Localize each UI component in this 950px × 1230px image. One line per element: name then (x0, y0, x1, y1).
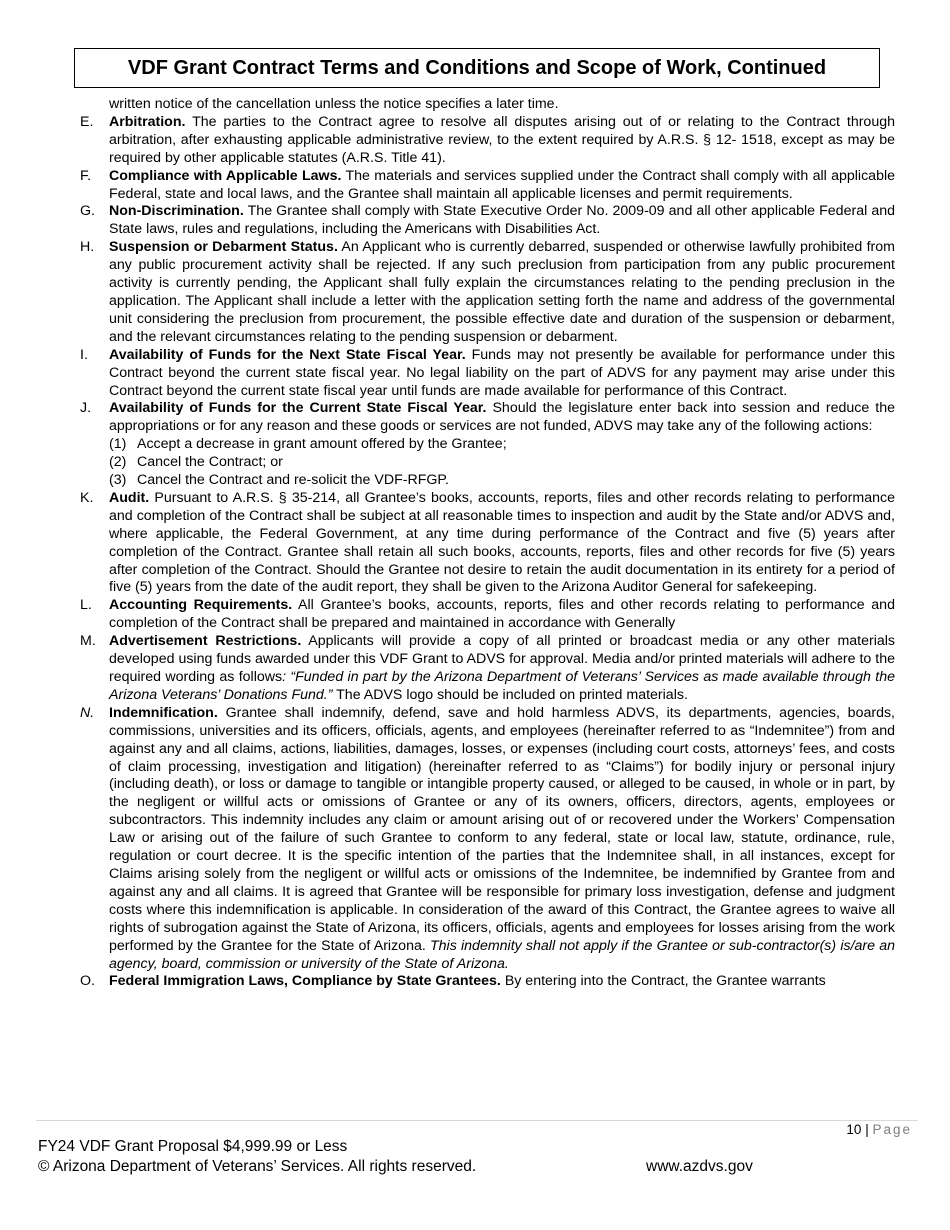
clause-h (80, 239, 895, 346)
clause-o (80, 973, 895, 991)
clause-f (80, 168, 895, 204)
option-item (109, 472, 895, 490)
option-text: Cancel the Contract and re-solicit the VDF-RFGP. (137, 472, 449, 489)
clause-label: N. (80, 704, 95, 721)
option-number: (3) (109, 472, 127, 489)
page-number (846, 1122, 912, 1137)
clause-heading: Non-Discrimination. (109, 203, 244, 220)
clause-label: I. (80, 346, 88, 363)
clause-label: L. (80, 597, 92, 614)
clause-text: Funds may not presently be available for performance under this Contract beyond the current state fiscal year. No legal liability on the part of ADVS for any payment may arise under this Contract beyond the current state fiscal year until funds are made available for performance of this Contract. (109, 346, 895, 399)
footer-copyright: © Arizona Department of Veterans’ Services. All rights reserved. (38, 1158, 477, 1175)
clause-text: Pursuant to A.R.S. § 35-214, all Grantee’s books, accounts, reports, files and other records relating to performance and completion of the Contract shall be subject at all reasonable times to inspection and audit by the State and/or ADVS and, where applicable, the Federal Government, at any time during performance of the Contract and five (5) years after completion of the Contract. Grantee shall retain all such books, accounts, reports, files and other records for five (5) years after completion of the Contract. Should the Grantee not desire to retain the audit documentation in its entirety for a period of five (5) years from the date of the audit report, they shall be given to the Arizona Auditor General for safekeeping. (109, 489, 895, 596)
clause-label: O. (80, 973, 95, 990)
clause-j (80, 400, 895, 490)
page-title-box (74, 48, 880, 88)
clause-l (80, 597, 895, 633)
clause-text: Should the legislature enter back into session and reduce the appropriations or for any reason and these goods or services are not funded, ADVS may take any of the following actions: (109, 400, 895, 435)
clause-n (80, 705, 895, 974)
clause-heading: Audit. (109, 489, 150, 506)
clause-label: G. (80, 203, 95, 220)
clause-text: The Grantee shall comply with State Executive Order No. 2009-09 and all other applicable Federal and State laws, rules and regulations, including the Americans with Disabilities Act. (109, 203, 895, 238)
clause-heading: Availability of Funds for the Current State Fiscal Year. (109, 400, 487, 417)
page-number-separator: | (865, 1122, 869, 1137)
clause-text: The parties to the Contract agree to resolve all disputes arising out of or relating to the Contract through arbitration, after exhausting applicable administrative review, to the extent required by A.R.S. § 12- 1518, except as may be required by other applicable statutes (A.R.S. Title 41). (109, 113, 895, 166)
clause-e (80, 114, 895, 168)
page-word: Page (872, 1122, 912, 1137)
clause-text: By entering into the Contract, the Grantee warrants (504, 973, 826, 990)
option-item (109, 454, 895, 472)
clause-italic-text: This indemnity shall not apply if the Grantee or sub-contractor(s) is/are an agency, board, commission or university of the State of Arizona. (109, 937, 896, 972)
clause-text: Applicants will provide a copy of all printed or broadcast media or any other materials developed using funds awarded under this VDF Grant to ADVS for approval. Media and/or printed materials will adhere to the required wording as follows (109, 633, 896, 685)
clause-text: All Grantee’s books, accounts, reports, files and other records relating to performance and completion of the Contract shall be prepared and maintained in accordance with Generally (109, 597, 895, 632)
required-wording: : “Funded in part by the Arizona Department of Veterans’ Services as made available through the Arizona Veterans’ Donations Fund.” (109, 669, 895, 703)
clause-heading: Indemnification. (109, 704, 218, 721)
footer-divider (36, 1120, 918, 1121)
clause-label: K. (80, 489, 94, 506)
clause-label: E. (80, 113, 94, 130)
option-text: Cancel the Contract; or (137, 454, 283, 471)
clause-heading: Compliance with Applicable Laws. (109, 167, 342, 184)
option-number: (1) (109, 436, 127, 453)
clause-label: M. (80, 633, 96, 650)
clause-text: The materials and services supplied under the Contract shall comply with all applicable Federal, state and local laws, and the Grantee shall maintain all applicable licenses and permit requirements. (109, 167, 896, 202)
clause-heading: Accounting Requirements. (109, 597, 293, 614)
clause-label: H. (80, 239, 95, 256)
footer-website: www.azdvs.gov (646, 1158, 753, 1175)
page-number-value: 10 (846, 1122, 862, 1137)
clause-label: F. (80, 167, 92, 184)
clause-text: Grantee shall indemnify, defend, save and hold harmless ADVS, its departments, agencies, boards, commissions, universities and its officers, officials, agents, and employees (hereinafter referred to as “Indemnitee”) from and against any and all claims, actions, liabilities, damages, losses, or expenses (including court costs, attorneys’ fees, and costs of claim processing, investigation and litigation) (hereinafter referred to as “Claims”) for bodily injury or personal injury (including death), or loss or damage to tangible or intangible property caused, or alleged to be caused, in whole or in part, by the negligent or willful acts or omissions of Grantee or any of its owners, officers, directors, agents, employees or subcontractors. This indemnity includes any claim or amount arising out of or recovered under the Workers’ Compensation Law or arising out of the failure of such Grantee to conform to any federal, state or local law, statute, ordinance, rule, regulation or court decree. It is the specific intention of the parties that the Indemnitee shall, in all instances, except for Claims arising solely from the negligent or willful acts or omissions of the Indemnitee, be indemnified by Grantee from and against any and all claims. It is agreed that Grantee will be responsible for primary loss investigation, defense and judgment costs where this indemnification is applicable. In consideration of the award of this Contract, the Grantee agrees to waive all rights of subrogation against the State of Arizona, its officers, officials, agents and employees for losses arising from the work performed by the Grantee for the State of Arizona. (109, 704, 895, 954)
continuation-text: written notice of the cancellation unless the notice specifies a later time. (109, 96, 559, 112)
document-body (80, 96, 895, 991)
clause-g (80, 203, 895, 239)
clause-m (80, 633, 895, 705)
clause-label: J. (80, 400, 92, 417)
clause-heading: Availability of Funds for the Next State Fiscal Year. (109, 346, 466, 363)
option-item (109, 436, 895, 454)
clause-heading: Suspension or Debarment Status. (109, 239, 338, 256)
clause-heading: Advertisement Restrictions. (109, 633, 302, 650)
footer-proposal-title: FY24 VDF Grant Proposal $4,999.99 or Less (38, 1138, 348, 1155)
clause-heading: Arbitration. (109, 113, 186, 130)
option-text: Accept a decrease in grant amount offered by the Grantee; (137, 436, 507, 453)
option-number: (2) (109, 454, 127, 471)
clause-i (80, 347, 895, 401)
page-title: VDF Grant Contract Terms and Conditions and Scope of Work, Continued (127, 56, 827, 79)
clause-k (80, 490, 895, 597)
clause-heading: Federal Immigration Laws, Compliance by State Grantees. (109, 973, 501, 990)
clause-text: An Applicant who is currently debarred, suspended or otherwise lawfully prohibited from any public procurement activity shall be rejected. If any such preclusion from participation from any public procurement activity is currently pending, the Applicant shall fully explain the circumstances relating to the pending preclusion in the application. The Applicant shall include a letter with the application setting forth the name and address of the governmental unit considering the preclusion from procurement, the possible effective date and duration of the suspension or debarment, and the relevant circumstances relating to the pending suspension or debarment. (109, 239, 895, 345)
clause-text-after: The ADVS logo should be included on printed materials. (332, 686, 688, 703)
